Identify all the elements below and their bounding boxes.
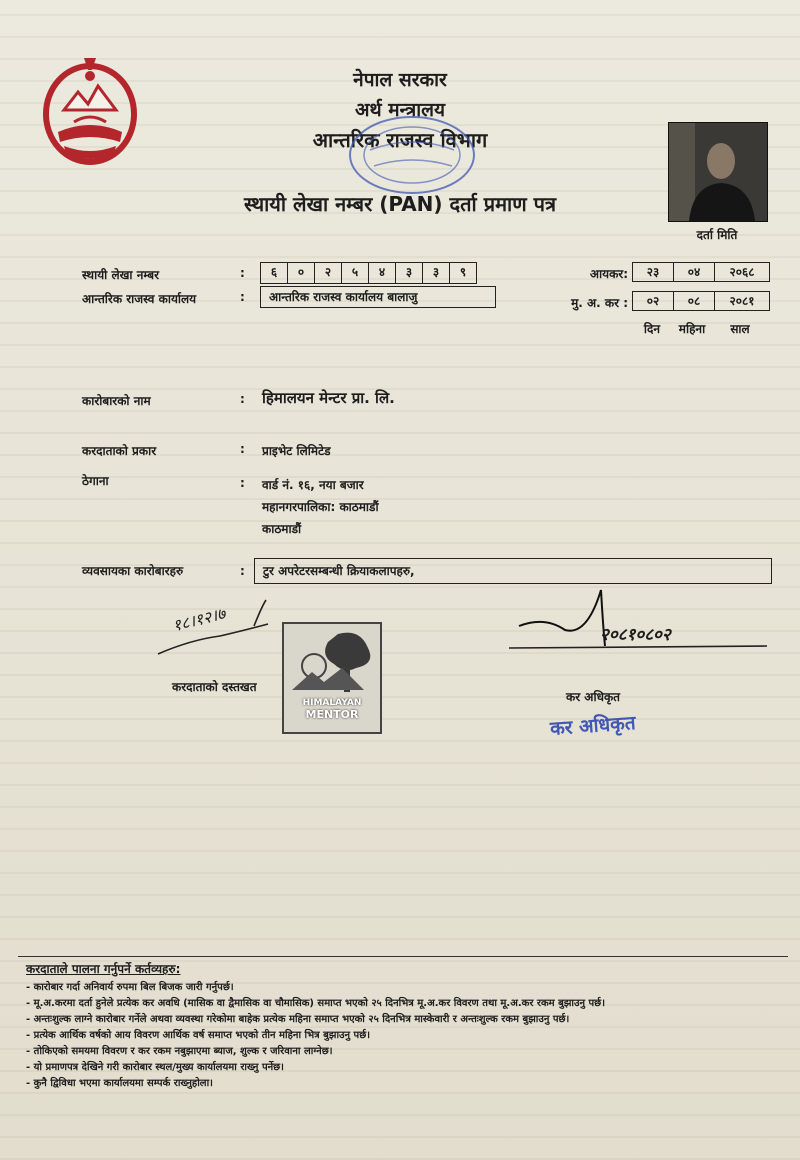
pan-digit: ५ [342,263,369,283]
date-column-labels [632,320,768,337]
taxpayer-signature-label: करदाताको दस्तखत [172,680,257,694]
income-tax-month: ०४ [674,263,715,281]
duty-item: - कारोबार गर्दा अनिवार्य रुपमा बिल बिजक जारी गर्नुपर्छ। [26,982,234,993]
registration-date-title: दर्ता मिति [696,228,738,242]
duties-heading: करदाताले पालना गर्नुपर्ने कर्तव्यहरु: [26,962,181,976]
address-colon: : [240,476,245,490]
duty-item: - कुनै द्विविधा भएमा कार्यालयमा सम्पर्क राख्नुहोला। [26,1078,213,1089]
income-tax-date-box [632,262,770,282]
vat-label: मु. अ. कर : [571,296,628,310]
duties-list [26,980,786,1092]
company-stamp-line1: HIMALAYAN [302,698,362,708]
address-line-1: वार्ड नं. १६, नया बजार [262,478,364,492]
pan-digit: ४ [369,263,396,283]
address-line-2: महानगरपालिका: काठमाडौं [262,500,379,514]
officer-signature-icon [505,586,775,656]
vat-year: २०८१ [729,294,755,308]
duty-item: - मू.अ.करमा दर्ता हुनेले प्रत्येक कर अवधि (मासिक वा द्वैमासिक वा चौमासिक) समाप्त भएको २५ दिनभित्र मू.अ.कर विवरण तथा मू.अ.कर रकम बुझाउनु पर्छ। [26,998,605,1009]
duties-divider [18,956,788,957]
income-tax-day: २३ [633,263,674,281]
officer-handwritten-date: २०८१०८०२ [600,625,671,645]
office-label: आन्तरिक राजस्व कार्यालय [82,292,197,306]
vat-date-box [632,291,770,311]
government-name: नेपाल सरकार [353,69,447,91]
pan-digit: ३ [423,263,450,283]
duty-item: - अन्तःशुल्क लाग्ने कारोबार गर्नेले अथवा व्यवस्था गरेकोमा बाहेक प्रत्येक महिना समाप्त भएको २५ दिनभित्र मास्केवारी र अन्तःशुल्क रकम बुझाउनु पर्छ। [26,1014,570,1025]
office-value: आन्तरिक राजस्व कार्यालय बालाजु [260,286,496,308]
department-name: आन्तरिक राजस्व विभाग [312,128,488,152]
tree-logo-icon [284,624,380,694]
certificate-title: स्थायी लेखा नम्बर (PAN) दर्ता प्रमाण पत्र [243,192,557,216]
company-stamp [282,622,382,734]
pan-digit: ३ [396,263,423,283]
pan-digit: ९ [459,265,467,279]
business-name-colon: : [240,392,245,406]
officer-label: कर अधिकृत [566,690,621,704]
activities-colon: : [240,564,245,578]
office-colon: : [240,290,245,304]
taxpayer-type-label: करदाताको प्रकार [82,444,157,458]
pan-number-box [260,262,477,284]
vat-month: ०८ [674,292,715,310]
year-col-label: साल [730,322,750,336]
activities-label: व्यवसायका कारोबारहरु [82,564,184,578]
business-name-label: कारोबारको नाम [82,394,151,408]
person-photo-icon [669,123,767,221]
pan-digit: ० [288,263,315,283]
duty-item: - प्रत्येक आर्थिक वर्षको आय विवरण आर्थिक वर्ष समाप्त भएको तीन महिना भित्र बुझाउनु पर्छ। [26,1030,371,1041]
taxpayer-photo [668,122,768,222]
officer-stamp: कर अधिकृत [549,712,637,740]
address-line-3: काठमाडौं [262,522,302,536]
office-seal-icon [340,110,490,200]
income-tax-label: आयकर: [589,267,628,281]
month-col-label: महिना [678,322,706,336]
pan-colon: : [240,266,245,280]
pan-digit: ६ [261,263,288,283]
activities-value: टुर अपरेटरसम्बन्धी क्रियाकलापहरु, [254,558,772,584]
day-col-label: दिन [643,322,661,336]
income-tax-year: २०६८ [729,265,755,279]
pan-digit: २ [315,263,342,283]
taxpayer-type-colon: : [240,442,245,456]
duty-item: - तोकिएको समयमा विवरण र कर रकम नबुझाएमा ब्याज, शुल्क र जरिवाना लाग्नेछ। [26,1046,333,1057]
company-stamp-line2: MENTOR [305,708,359,721]
vat-day: ०२ [633,292,674,310]
taxpayer-type-value: प्राइभेट लिमिटेड [262,444,331,458]
duty-item: - यो प्रमाणपत्र देखिने गरी कारोबार स्थल/मुख्य कार्यालयमा राख्नु पर्नेछ। [26,1062,284,1073]
pan-label: स्थायी लेखा नम्बर [82,268,160,282]
taxpayer-handwritten-date: १८।१२।७ [170,603,228,636]
ministry-name: अर्थ मन्त्रालय [354,99,446,121]
business-name-value: हिमालयन मेन्टर प्रा. लि. [262,389,395,407]
address-label: ठेगाना [82,474,109,488]
